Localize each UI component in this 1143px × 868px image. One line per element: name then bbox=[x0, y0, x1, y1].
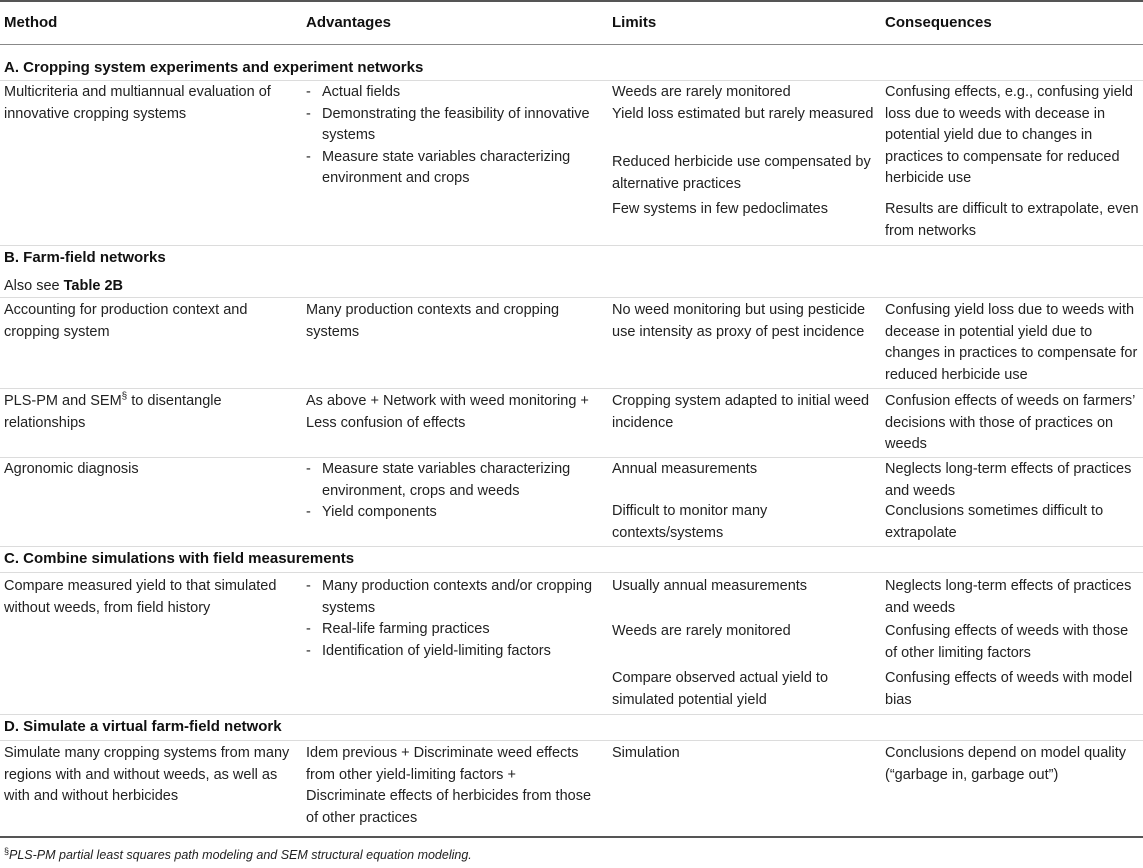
row-b2-advantages: As above + Network with weed monitoring + Less confusion of effects bbox=[306, 393, 589, 431]
row-d1-consequences: Conclusions depend on model quality (“garbage in, garbage out”) bbox=[885, 745, 1127, 783]
row-b1-advantages: Many production contexts and cropping systems bbox=[306, 302, 560, 340]
row-divider bbox=[0, 457, 1143, 458]
header-consequences: Consequences bbox=[885, 14, 992, 31]
row-divider bbox=[0, 740, 1143, 741]
list-item: - Real-life farming practices bbox=[306, 619, 598, 641]
also-see-note bbox=[4, 278, 123, 294]
row-b3-advantages bbox=[306, 459, 598, 524]
row-b1-limits: No weed monitoring but using pesticide use intensity as proxy of pest incidence bbox=[612, 302, 866, 340]
method-text: to disentangle relationships bbox=[4, 393, 222, 431]
top-rule bbox=[0, 0, 1143, 2]
row-a1-method: Multicriteria and multiannual evaluation of innovative cropping systems bbox=[4, 84, 271, 122]
row-c1-limit-1: Usually annual measurements bbox=[612, 578, 808, 594]
row-a1-limit-4: Few systems in few pedoclimates bbox=[612, 201, 828, 217]
method-text: PLS-PM and SEM bbox=[4, 393, 122, 409]
section-c-title: C. Combine simulations with field measurements bbox=[4, 550, 355, 567]
row-divider bbox=[0, 388, 1143, 389]
footnote bbox=[4, 845, 472, 862]
row-c1-consequence-3: Confusing effects of weeds with model bias bbox=[885, 670, 1133, 708]
row-b3-limit-2: Difficult to monitor many contexts/systems bbox=[612, 503, 768, 541]
row-a1-consequence-1: Confusing effects, e.g., confusing yield loss due to weeds with decease in potential yield due to changes in practices to compensate for reduced herbicide use bbox=[885, 84, 1133, 186]
list-item: - Identification of yield-limiting factors bbox=[306, 641, 598, 663]
row-c1-advantages bbox=[306, 576, 598, 662]
row-d1-limits: Simulation bbox=[612, 745, 680, 761]
row-b1-method: Accounting for production context and cropping system bbox=[4, 302, 248, 340]
table-reference-link[interactable]: Table 2B bbox=[63, 278, 124, 294]
section-a-title: A. Cropping system experiments and experiment networks bbox=[4, 59, 424, 76]
also-see-prefix: Also see bbox=[4, 278, 64, 294]
row-b3-consequence-2: Conclusions sometimes difficult to extrapolate bbox=[885, 503, 1104, 541]
row-a1-limit-3: Reduced herbicide use compensated by alternative practices bbox=[612, 154, 871, 192]
row-d1-advantages: Idem previous + Discriminate weed effects from other yield-limiting factors + Discriminate effects of herbicides from those of other practices bbox=[306, 745, 592, 826]
footnote-marker: § bbox=[121, 391, 128, 403]
row-divider bbox=[0, 80, 1143, 81]
row-b3-consequence-1: Neglects long-term effects of practices and weeds bbox=[885, 461, 1132, 499]
section-b-title: B. Farm-field networks bbox=[4, 249, 166, 266]
row-a1-consequence-2: Results are difficult to extrapolate, even from networks bbox=[885, 201, 1139, 239]
row-b3-method: Agronomic diagnosis bbox=[4, 461, 139, 477]
list-item: - Yield components bbox=[306, 502, 598, 524]
row-divider bbox=[0, 714, 1143, 715]
list-item: - Many production contexts and/or cropping systems bbox=[306, 576, 598, 619]
row-divider bbox=[0, 297, 1143, 298]
row-c1-limit-3: Compare observed actual yield to simulated potential yield bbox=[612, 670, 829, 708]
list-item: - Demonstrating the feasibility of innovative systems bbox=[306, 104, 598, 147]
row-a1-limit-1: Weeds are rarely monitored bbox=[612, 84, 791, 100]
row-c1-method: Compare measured yield to that simulated without weeds, from field history bbox=[4, 578, 277, 616]
row-c1-consequence-1: Neglects long-term effects of practices and weeds bbox=[885, 578, 1132, 616]
row-a1-limit-2: Yield loss estimated but rarely measured bbox=[612, 106, 874, 122]
row-divider bbox=[0, 572, 1143, 573]
row-divider bbox=[0, 546, 1143, 547]
row-b1-consequences: Confusing yield loss due to weeds with decease in potential yield due to changes in practices to compensate for reduced herbicide use bbox=[885, 302, 1138, 383]
list-item: - Actual fields bbox=[306, 82, 598, 104]
section-d-title: D. Simulate a virtual farm-field network bbox=[4, 718, 282, 735]
header-method: Method bbox=[4, 14, 58, 31]
row-d1-method: Simulate many cropping systems from many regions with and without weeds, as well as with and without herbicides bbox=[4, 745, 290, 804]
footnote-text: PLS-PM partial least squares path modeling and SEM structural equation modeling. bbox=[9, 848, 472, 862]
bottom-rule bbox=[0, 836, 1143, 838]
list-item: - Measure state variables characterizing environment and crops bbox=[306, 147, 598, 190]
header-rule bbox=[0, 44, 1143, 45]
list-item: - Measure state variables characterizing environment, crops and weeds bbox=[306, 459, 598, 502]
row-b3-limit-1: Annual measurements bbox=[612, 461, 758, 477]
header-advantages: Advantages bbox=[306, 14, 392, 31]
footnote-symbol: § bbox=[4, 845, 10, 856]
row-b2-consequences: Confusion effects of weeds on farmers’ decisions with those of practices on weeds bbox=[885, 393, 1135, 452]
row-a1-advantages bbox=[306, 82, 598, 190]
header-limits: Limits bbox=[612, 14, 657, 31]
row-b2-limits: Cropping system adapted to initial weed incidence bbox=[612, 393, 870, 431]
row-divider bbox=[0, 245, 1143, 246]
row-c1-consequence-2: Confusing effects of weeds with those of other limiting factors bbox=[885, 623, 1129, 661]
row-c1-limit-2: Weeds are rarely monitored bbox=[612, 623, 791, 639]
row-b2-method bbox=[4, 391, 294, 434]
